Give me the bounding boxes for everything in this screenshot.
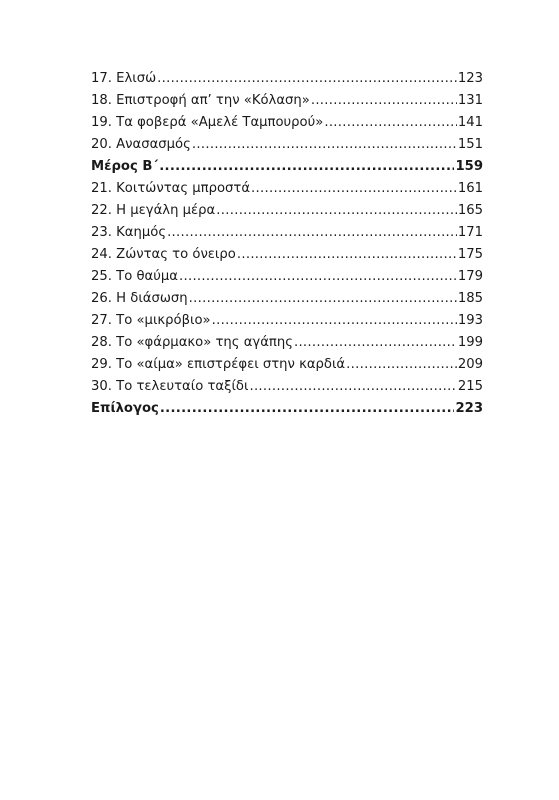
toc-entry-page: 151 — [457, 137, 483, 152]
toc-entry[interactable] — [91, 68, 483, 90]
toc-entry-page: 179 — [457, 269, 483, 284]
toc-entry-title: 30. Το τελευταίο ταξίδι — [91, 379, 249, 394]
toc-entry[interactable] — [91, 90, 483, 112]
dot-leader — [216, 200, 457, 222]
toc-entry-page: 161 — [457, 181, 483, 196]
toc-entry-title: 24. Ζώντας το όνειρο — [91, 247, 236, 262]
toc-entry-title: 19. Τα φοβερά «Αμελέ Ταμπουρού» — [91, 115, 324, 130]
toc-entry-page: 171 — [457, 225, 483, 240]
toc-epilogue[interactable] — [91, 398, 483, 420]
toc-entry[interactable] — [91, 244, 483, 266]
dot-leader — [159, 156, 454, 178]
toc-entry[interactable] — [91, 222, 483, 244]
dot-leader — [311, 90, 457, 112]
toc-entry[interactable] — [91, 288, 483, 310]
toc-part-heading[interactable] — [91, 156, 483, 178]
toc-entry[interactable] — [91, 134, 483, 156]
toc-entry-title: 21. Κοιτώντας μπροστά — [91, 181, 251, 196]
dot-leader — [192, 134, 457, 156]
dot-leader — [346, 354, 457, 376]
toc-entry-title: Επίλογος — [91, 401, 159, 416]
dot-leader — [167, 222, 457, 244]
toc-entry-title: 22. Η μεγάλη μέρα — [91, 203, 216, 218]
toc-entry-page: 185 — [457, 291, 483, 306]
toc-entry-page: 199 — [457, 335, 483, 350]
toc-entry-page: 215 — [457, 379, 483, 394]
toc-entry-title: 20. Ανασασμός — [91, 137, 191, 152]
toc-entry-title: 26. Η διάσωση — [91, 291, 188, 306]
dot-leader — [189, 288, 457, 310]
toc-entry-page: 141 — [457, 115, 483, 130]
toc-entry[interactable] — [91, 266, 483, 288]
toc-entry-page: 165 — [457, 203, 483, 218]
toc-entry-page: 131 — [457, 93, 483, 108]
toc-entry[interactable] — [91, 178, 483, 200]
toc-entry-page: 193 — [457, 313, 483, 328]
toc-entry-page: 209 — [457, 357, 483, 372]
dot-leader — [251, 178, 457, 200]
toc-entry-page: 223 — [455, 401, 483, 416]
toc-entry-title: 27. Το «μικρόβιο» — [91, 313, 211, 328]
toc-entry[interactable] — [91, 376, 483, 398]
toc-entry-page: 175 — [457, 247, 483, 262]
toc-entry-title: 17. Ελισώ — [91, 71, 157, 86]
toc-entry-page: 123 — [457, 71, 483, 86]
toc-entry-title: 18. Επιστροφή απ’ την «Κόλαση» — [91, 93, 310, 108]
toc-entry-title: 25. Το θαύμα — [91, 269, 178, 284]
toc-entry-title: 28. Το «φάρμακο» της αγάπης — [91, 335, 293, 350]
dot-leader — [324, 112, 457, 134]
dot-leader — [249, 376, 456, 398]
toc-entry[interactable] — [91, 332, 483, 354]
toc-entry-title: 23. Καημός — [91, 225, 167, 240]
toc-entry-title: Μέρος Β΄ — [91, 159, 159, 174]
table-of-contents — [91, 68, 483, 420]
dot-leader — [179, 266, 457, 288]
toc-entry[interactable] — [91, 112, 483, 134]
toc-entry[interactable] — [91, 310, 483, 332]
dot-leader — [212, 310, 457, 332]
toc-entry[interactable] — [91, 200, 483, 222]
toc-entry[interactable] — [91, 354, 483, 376]
dot-leader — [294, 332, 457, 354]
toc-entry-page: 159 — [455, 159, 483, 174]
dot-leader — [237, 244, 457, 266]
dot-leader — [157, 68, 457, 90]
dot-leader — [160, 398, 455, 420]
toc-entry-title: 29. Το «αίμα» επιστρέφει στην καρδιά — [91, 357, 346, 372]
